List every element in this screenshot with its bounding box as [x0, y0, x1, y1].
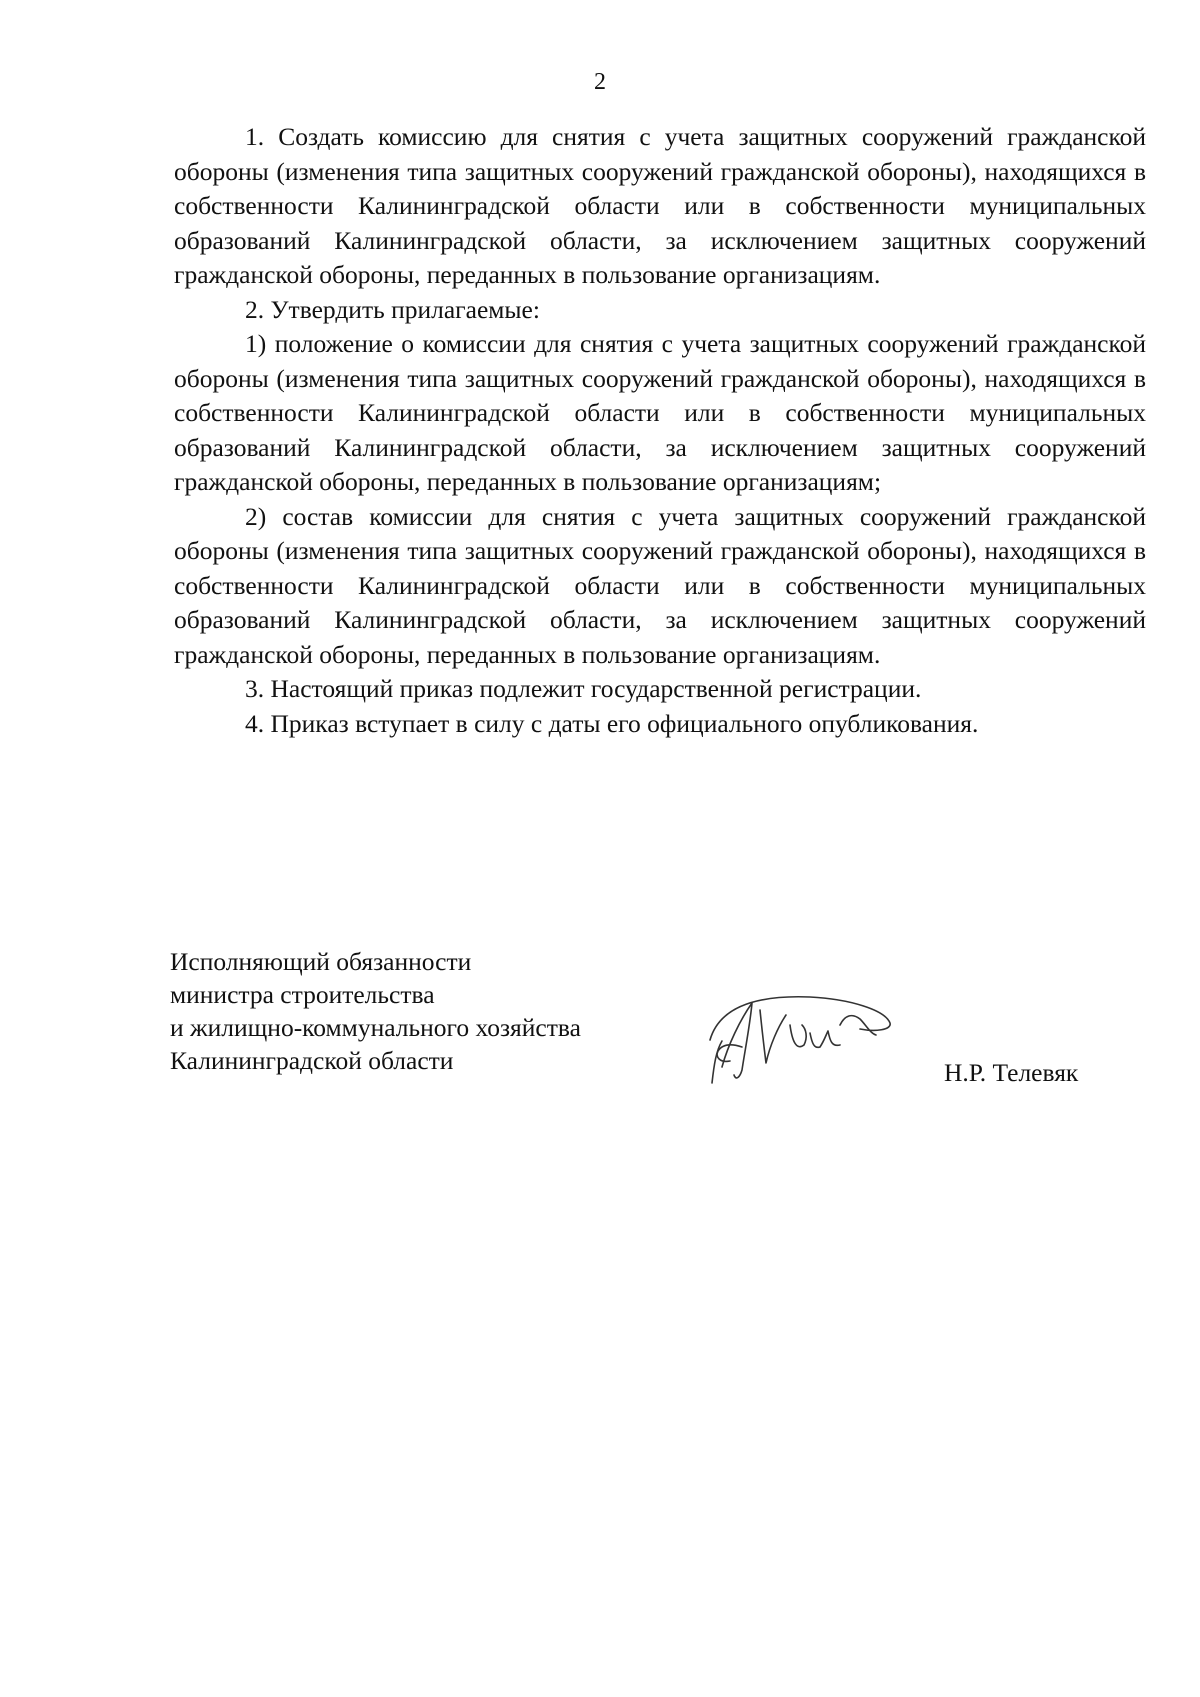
handwritten-signature: [700, 985, 900, 1085]
signer-position: [170, 945, 690, 1077]
paragraph-subitem-1: 1) положение о комиссии для снятия с учета защитных сооружений гражданской обороны (изменения типа защитных сооружений гражданской обороны), находящихся в собственности Калининградской области или в собственности муниципальных образований Калининградской области, за исключением защитных сооружений гражданской обороны, переданных в пользование организациям;: [174, 329, 1146, 496]
signer-position-line: и жилищно-коммунального хозяйства: [170, 1013, 581, 1042]
page-number: 2: [594, 69, 606, 95]
paragraph-item-3: 3. Настоящий приказ подлежит государственной регистрации.: [245, 674, 922, 703]
signer-position-line: Исполняющий обязанности: [170, 947, 472, 976]
paragraph-item-1: 1. Создать комиссию для снятия с учета защитных сооружений гражданской обороны (изменения типа защитных сооружений гражданской обороны), находящихся в собственности Калининградской области или в собственности муниципальных образований Калининградской области, за исключением защитных сооружений гражданской обороны, переданных в пользование организациям.: [174, 122, 1146, 289]
signer-name: Н.Р. Телевяк: [944, 1058, 1079, 1087]
paragraph-item-4: 4. Приказ вступает в силу с даты его официального опубликования.: [245, 708, 979, 738]
document-body: [174, 120, 1146, 741]
paragraph-item-2: 2. Утвердить прилагаемые:: [245, 294, 540, 324]
signer-position-line: министра строительства: [170, 980, 435, 1009]
signer-position-line: Калининградской области: [170, 1046, 454, 1075]
paragraph-subitem-2: 2) состав комиссии для снятия с учета защитных сооружений гражданской обороны (изменения типа защитных сооружений гражданской обороны), находящихся в собственности Калининградской области или в собственности муниципальных образований Калининградской области, за исключением защитных сооружений гражданской обороны, переданных в пользование организациям.: [174, 501, 1146, 669]
